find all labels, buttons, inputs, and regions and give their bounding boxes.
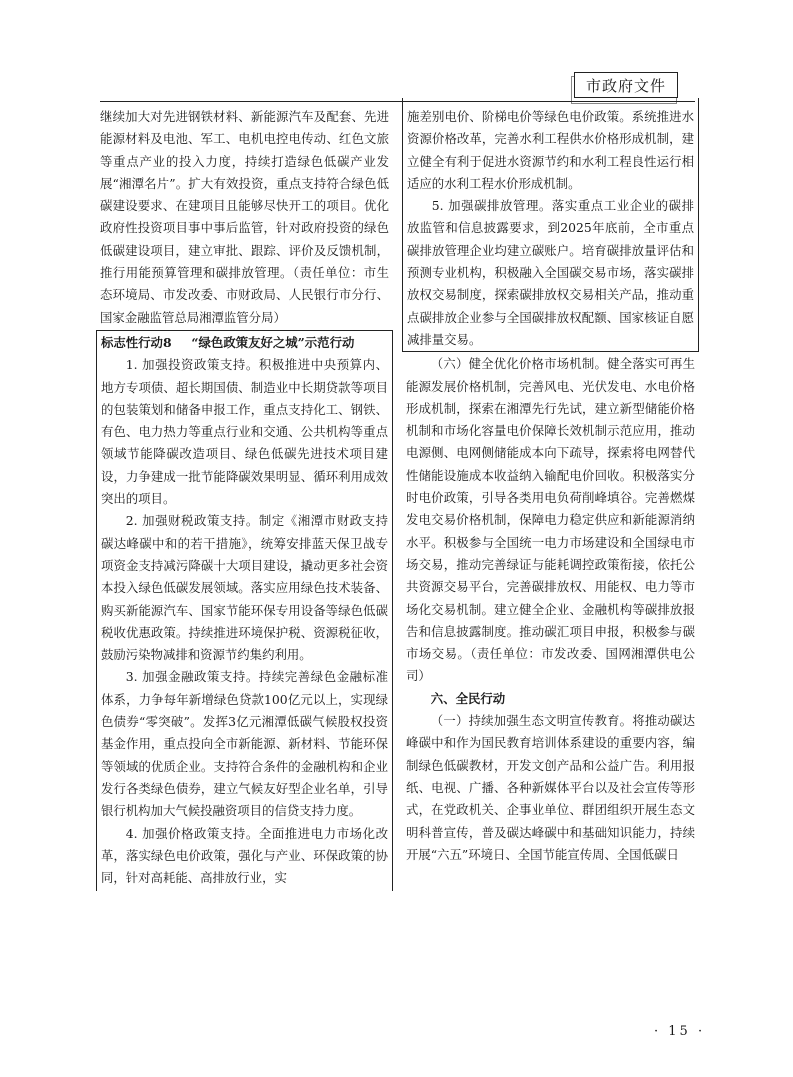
action-item-continued: 施差别电价、阶梯电价等绿色电价政策。系统推进水资源价格改革，完善水利工程供水价格形成机制，建立健全有利于促进水资源节约和水利工程良性运行相适应的水利工程水价形成机制。 bbox=[407, 109, 694, 191]
action-item: 2. 加强财税政策支持。制定《湘潭市财政支持碳达峰碳中和的若干措施》，统筹安排蓝天保卫战专项资金支持减污降碳十大项目建设，撬动更多社会资本投入绿色低碳发展领域。落实应用绿色技术装备、购买新能源汽车、国家节能环保专用设备等绿色低碳税收优惠政策。持续推进环境保护税、资源税征收，鼓励污染物减排和资源节约集约利用。 bbox=[101, 513, 388, 663]
action-item: 4. 加强价格政策支持。全面推进电力市场化改革，落实绿色电价政策，强化与产业、环保政策的协同，针对高耗能、高排放行业，实 bbox=[101, 825, 388, 886]
action-item: 3. 加强金融政策支持。持续完善绿色金融标准体系，力争每年新增绿色贷款100亿元以上，实现绿色债券“零突破”。发挥3亿元湘潭低碳气候股权投资基金作用，重点投向全市新能源、新材料、节能环保等领域的优质企业。支持符合条件的金融机构和企业发行各类绿色债券，建立气候友好型企业名单，引导银行机构加大气候投融资项目的信贷支持力度。 bbox=[101, 669, 388, 819]
action-box-name: “绿色政策友好之城”示范行动 bbox=[191, 334, 355, 350]
right-column bbox=[406, 106, 695, 866]
body-paragraph: 继续加大对先进钢铁材料、新能源汽车及配套、先进能源材料及电池、军工、电机电控电传动、红色文旅等重点产业的投入力度，持续打造绿色低碳产业发展“湘潭名片”。扩大有效投资，重点支持符合绿色低碳建设要求、在建项目且能够尽快开工的项目。优化政府性投资项目事中事后监管，针对政府投资的绿色低碳建设项目，建立审批、跟踪、评价及反馈机制，推行用能预算管理和碳排放管理。（责任单位：市生态环境局、市发改委、市财政局、人民银行市分行、国家金融监管总局湘潭监管分局） bbox=[100, 109, 389, 325]
left-column bbox=[100, 106, 389, 891]
action-box-label: 标志性行动8 bbox=[101, 334, 172, 350]
body-paragraph: （六）健全优化价格市场机制。健全落实可再生能源发展价格机制，完善风电、光伏发电、水电价格形成机制，探索在湘潭先行先试，建立新型储能价格机制和市场化容量电价保障长效机制示范应用，推动电源侧、电网侧储能成本向下疏导，探索将电网替代性储能设施成本收益纳入输配电价回收。积极落实分时电价政策，引导各类用电负荷削峰填谷。完善燃煤发电交易价格机制，保障电力稳定供应和新能源消纳水平。积极参与全国统一电力市场建设和全国绿电市场交易，推动完善绿证与能耗调控政策衔接，依托公共资源交易平台，完善碳排放权、用能权、电力等市场化交易机制。建立健全企业、金融机构等碳排放报告和信息披露制度。推动碳汇项目申报，积极参与碳市场交易。（责任单位：市发改委、国网湘潭供电公司） bbox=[406, 356, 695, 684]
action-item: 1. 加强投资政策支持。积极推进中央预算内、地方专项债、超长期国债、制造业中长期贷款等项目的包装策划和储备申报工作，重点支持化工、钢铁、有色、电力热力等重点行业和交通、公共机构等重点领域节能降碳改造项目、绿色低碳先进技术项目建设，力争建成一批节能降碳效果明显、循环利用成效突出的项目。 bbox=[101, 357, 388, 507]
page-number: · 15 · bbox=[654, 1024, 706, 1039]
action-box-title bbox=[101, 332, 388, 354]
section-tag: 市政府文件 bbox=[574, 72, 678, 98]
action-box bbox=[96, 330, 393, 891]
body-paragraph: （一）持续加强生态文明宣传教育。将推动碳达峰碳中和作为国民教育培训体系建设的重要内容，编制绿色低碳教材，开发文创产品和公益广告。利用报纸、电视、广播、各种新媒体平台以及社会宣传等形式，在党政机关、企事业单位、群团组织开展生态文明科普宣传，普及碳达峰碳中和基础知识能力，持续开展“六五”环境日、全国节能宣传周、全国低碳日 bbox=[406, 713, 695, 862]
section-heading: 六、全民行动 bbox=[430, 690, 506, 706]
action-item: 5. 加强碳排放管理。落实重点工业企业的碳排放监管和信息披露要求，到2025年底前，全市重点碳排放管理企业均建立碳账户。培育碳排放量评估和预测专业机构，积极融入全国碳交易市场，落实碳排放权交易制度，探索碳排放权交易相关产品，推动重点碳排放企业参与全国碳排放权配额、国家核证自愿减排量交易。 bbox=[407, 198, 694, 347]
action-box-continued bbox=[402, 98, 699, 352]
